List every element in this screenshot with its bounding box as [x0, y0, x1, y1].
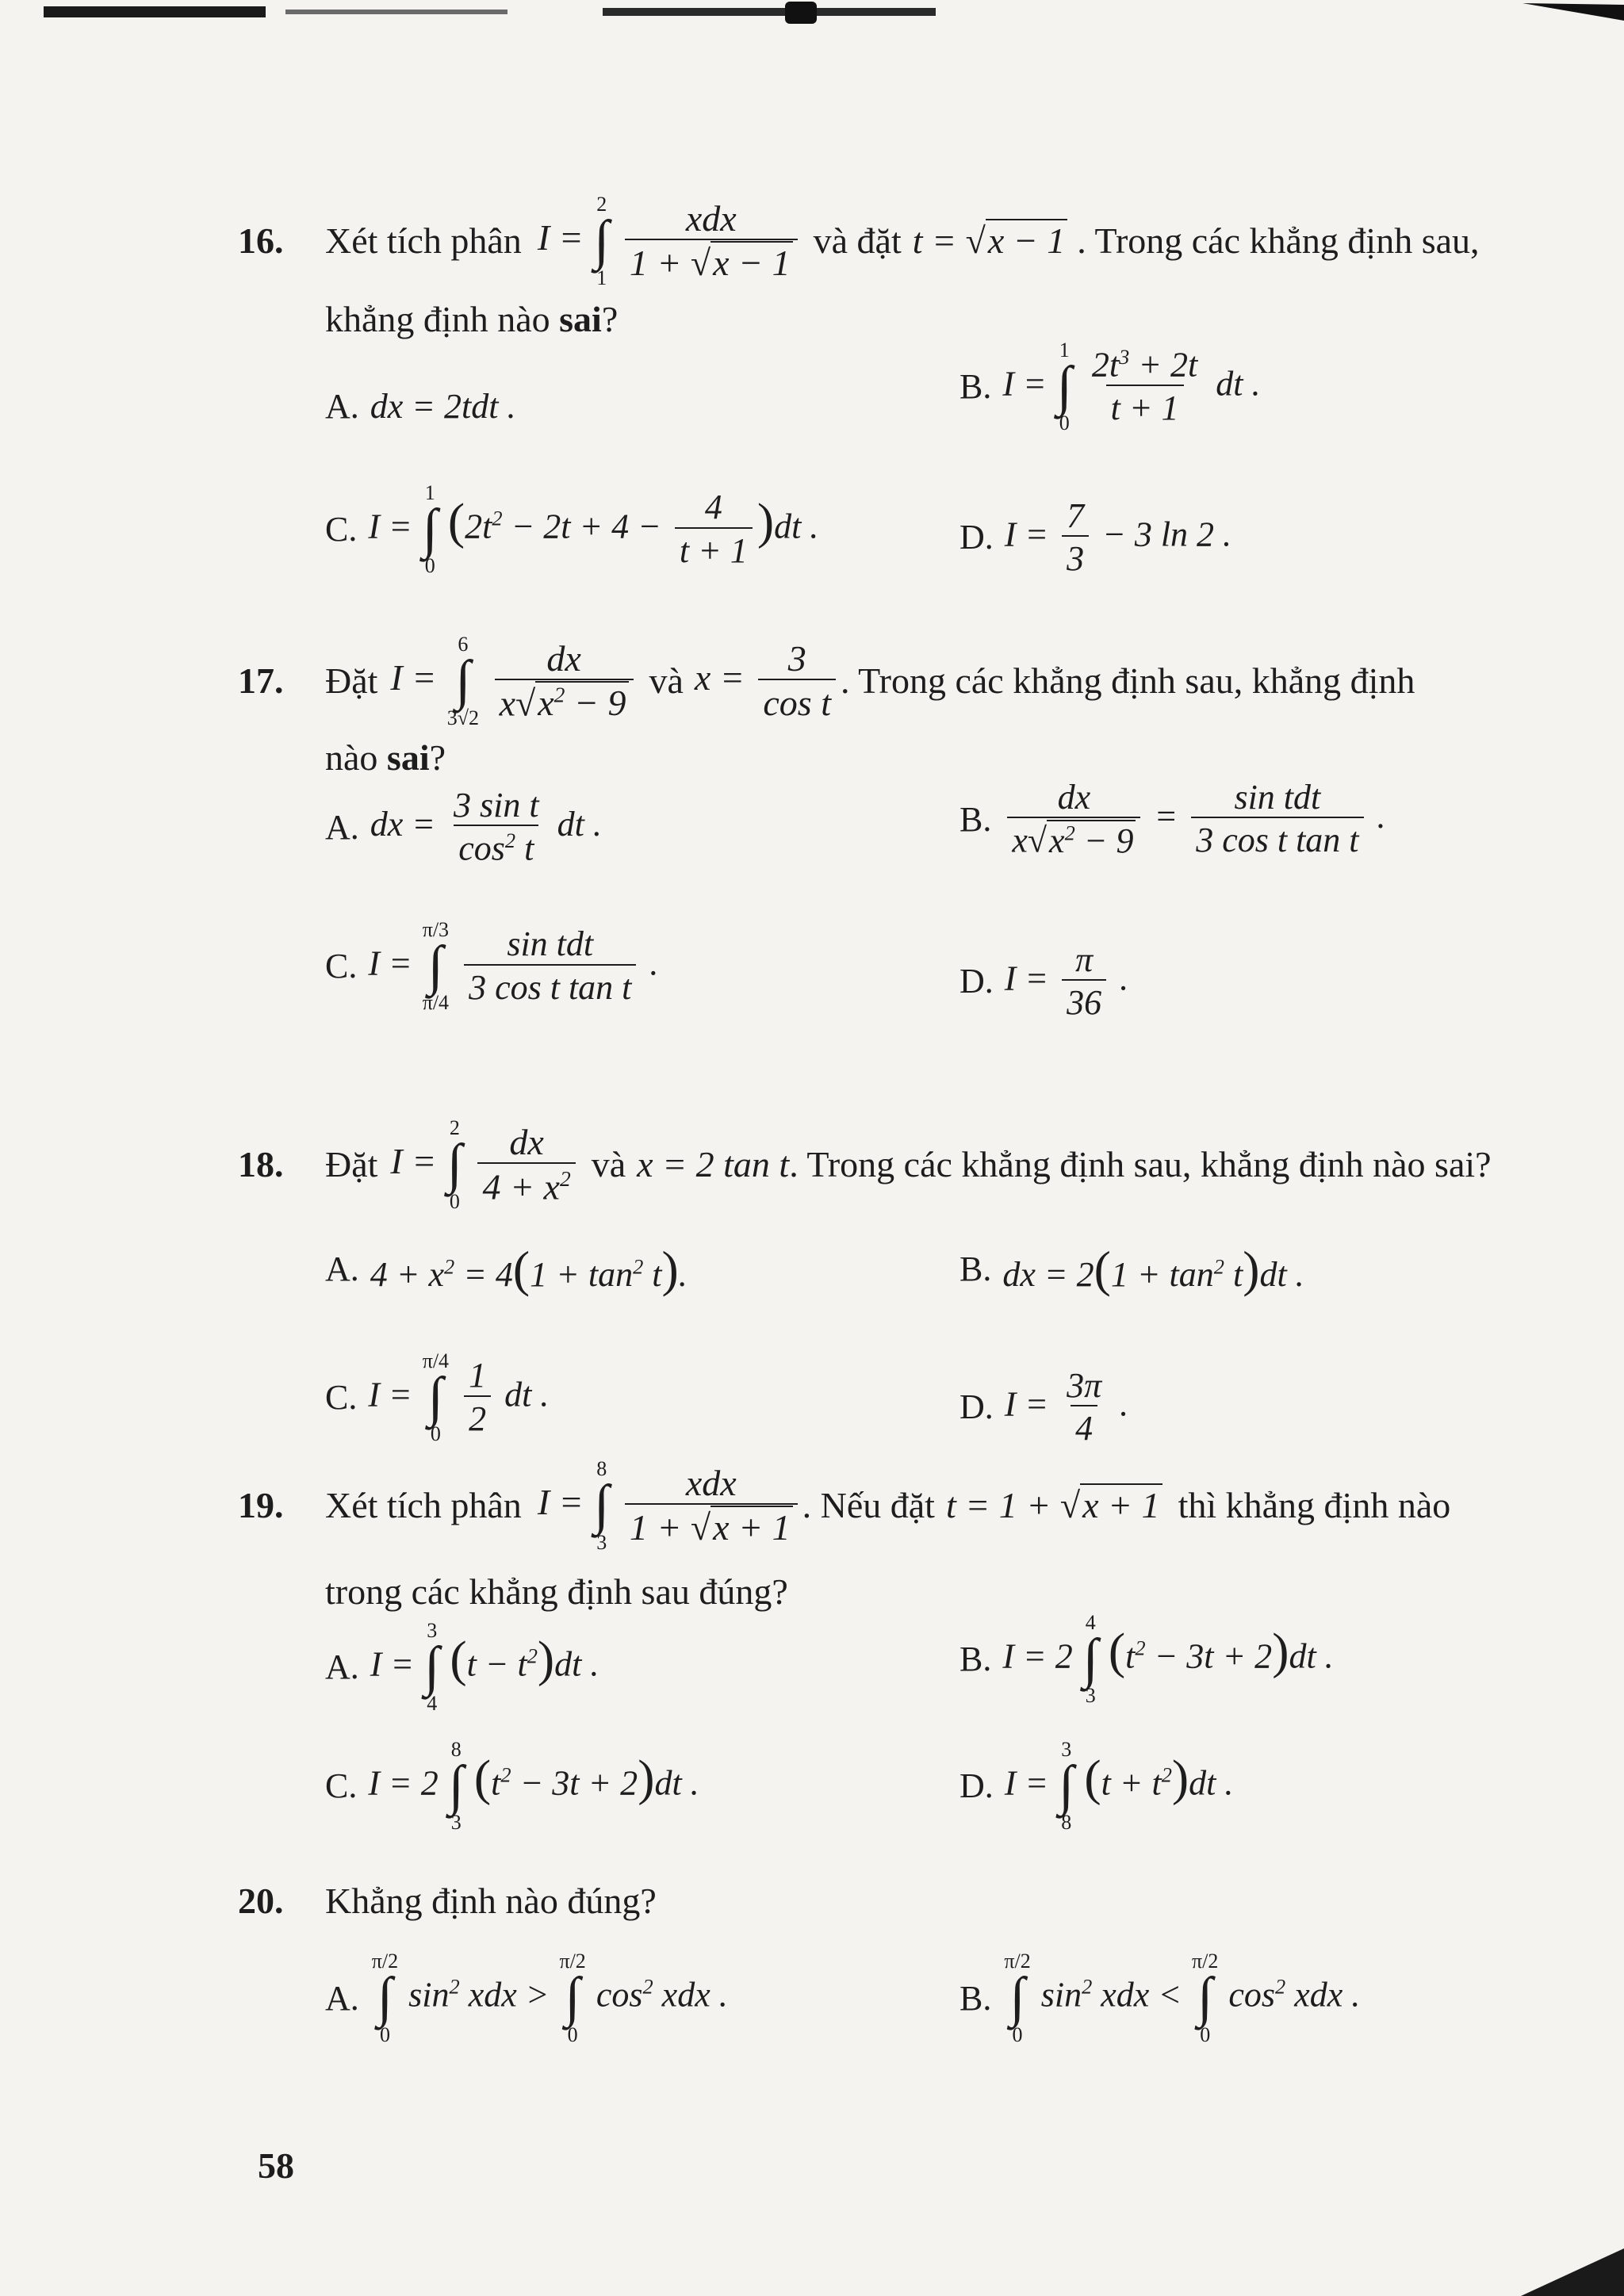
math-expression: I = 3 ∫ 8 $(t + t^2)dt$ .: [1004, 1737, 1234, 1834]
option-label: D.: [959, 518, 994, 557]
option-a[interactable]: [325, 786, 602, 868]
math-expression: $4 + x^2 = 4(1 + \tan^2 t)$.: [370, 1240, 688, 1297]
option-d[interactable]: [959, 1739, 1233, 1834]
page-number: 58: [258, 2145, 294, 2186]
math-expression: I = π/3 ∫ π/4 $\frac{\text{sin tdt}}{\text{3 cos t tan t}}$ .: [368, 917, 659, 1014]
emphasis-text: sai: [386, 737, 430, 778]
math-expression: I = $\frac{3\pi}{4}$ .: [1004, 1365, 1129, 1448]
option-label: C.: [325, 1766, 358, 1806]
question-text: và đặt: [813, 220, 902, 262]
option-b[interactable]: [959, 1240, 1304, 1297]
question-text: ?: [601, 298, 619, 339]
math-expression: π/2 ∫ 0 $\sin^2$ xdx < π/2 ∫ 0 $\cos^2$ xdx .: [1004, 1950, 1361, 2046]
question-text: và: [591, 1144, 626, 1185]
option-c[interactable]: [325, 1351, 549, 1445]
question-18: [238, 1118, 1578, 1474]
math-expression: I = $\frac{\pi}{36}$ .: [1004, 939, 1129, 1022]
math-expression: I = 8 ∫ 3 $\frac{\text{xdx}}{1 + √x + 1}$: [538, 1459, 802, 1553]
question-number: 16.: [238, 220, 284, 262]
question-text: . Trong các khẳng định sau, khẳng định: [841, 660, 1415, 702]
math-expression: x = $\frac{3}{\text{cos t}}$: [695, 639, 841, 724]
scan-edge-corner: [1521, 2241, 1624, 2296]
question-text: Đặt: [325, 1144, 378, 1185]
question-number: 19.: [238, 1485, 284, 1526]
question-text: thì khẳng định nào: [1178, 1485, 1451, 1526]
option-label: D.: [959, 1766, 994, 1806]
question-text: trong các khẳng định sau đúng?: [325, 1571, 788, 1612]
math-expression: dx = $\frac{\text{3 sin t}}{\cos^2 t}$ dt .: [370, 785, 602, 868]
question-number: 17.: [238, 660, 284, 702]
option-label: A.: [325, 807, 359, 847]
math-expression: I = 1 ∫ 0 $\frac{2t^3 + 2t}{t + 1}$ dt .: [1002, 338, 1261, 434]
math-expression: I = 3 ∫ 4 $(t - t^2)dt$ .: [370, 1618, 599, 1715]
option-label: C.: [325, 510, 358, 549]
question-17: [238, 634, 1578, 1096]
option-d[interactable]: [959, 941, 1128, 1023]
question-19: [238, 1459, 1578, 1850]
math-expression: dx = 2tdt .: [370, 386, 516, 426]
option-label: A.: [325, 386, 359, 426]
math-expression: t = 1 + √x + 1: [946, 1487, 1162, 1524]
option-b[interactable]: [959, 340, 1260, 434]
option-label: A.: [325, 1647, 359, 1687]
scan-edge-top: [0, 0, 1624, 27]
question-text: . Trong các khẳng định sau, khẳng định nào sai?: [789, 1144, 1492, 1185]
question-text: khẳng định nào: [325, 298, 560, 339]
option-a[interactable]: [325, 1618, 599, 1715]
option-label: B.: [959, 1978, 992, 2018]
option-label: B.: [959, 1640, 992, 1679]
math-expression: I = 2 ∫ 1 $\frac{\text{xdx}}{1 + √x - 1}$: [538, 194, 802, 289]
option-c[interactable]: [325, 480, 819, 577]
option-c[interactable]: [325, 1739, 699, 1834]
question-text: Khẳng định nào đúng?: [325, 1881, 657, 1921]
option-label: C.: [325, 947, 358, 986]
math-expression: x = 2 tan t: [637, 1144, 790, 1185]
option-c[interactable]: [325, 917, 659, 1014]
math-expression: I = 2 ∫ 0 $\frac{dx}{4 + x^2}$: [390, 1118, 580, 1212]
math-expression: dx = $2(1 + \tan^2 t)dt$ .: [1002, 1240, 1304, 1297]
question-number: 18.: [238, 1144, 284, 1185]
math-expression: t = √x − 1: [913, 223, 1068, 259]
math-expression: I = 1 ∫ 0 ($2t^2 - 2t + 4$ − $\frac{4}{t + 1}$ )dt .: [368, 480, 819, 577]
option-label: A.: [325, 1978, 359, 2018]
option-label: D.: [959, 962, 994, 1001]
question-20: [238, 1883, 1578, 2078]
option-label: B.: [959, 367, 992, 407]
question-text: và: [649, 660, 684, 702]
math-expression: I = 2 4 ∫ 3 $(t^2 - 3t + 2)dt$ .: [1002, 1610, 1334, 1707]
question-16: [238, 194, 1578, 610]
math-expression: π/2 ∫ 0 $\sin^2$ xdx > π/2 ∫ 0 $\cos^2$ xdx .: [371, 1950, 728, 2046]
question-text: . Nếu đặt: [802, 1485, 935, 1526]
option-label: A.: [325, 1249, 359, 1288]
question-text: ?: [429, 737, 446, 778]
question-text: nào: [325, 737, 387, 778]
option-d[interactable]: [959, 497, 1231, 579]
option-b[interactable]: [959, 1610, 1334, 1707]
option-a[interactable]: [325, 386, 515, 427]
question-text: Đặt: [325, 660, 378, 702]
math-expression: I = $\frac{7}{3}$ − 3 ln 2 .: [1004, 496, 1232, 578]
question-number: 20.: [238, 1881, 284, 1921]
option-label: C.: [325, 1378, 358, 1418]
question-text: Xét tích phân: [325, 1485, 522, 1526]
math-expression: I = 2 8 ∫ 3 $(t^2 - 3t + 2)dt$ .: [368, 1737, 699, 1834]
math-expression: I = 6 ∫ 3√2 $\frac{dx}{x√x^2 - 9}$: [390, 634, 638, 729]
question-text: Xét tích phân: [325, 220, 522, 262]
question-text: . Trong các khẳng định sau,: [1077, 220, 1480, 262]
option-b[interactable]: [959, 1951, 1360, 2045]
option-d[interactable]: [959, 1367, 1128, 1448]
option-label: B.: [959, 1249, 992, 1288]
option-label: D.: [959, 1387, 994, 1427]
emphasis-text: sai: [559, 298, 602, 339]
math-expression: I = π/4 ∫ 0 $\frac{1}{2}$ dt .: [368, 1349, 550, 1445]
option-a[interactable]: [325, 1951, 728, 2045]
option-a[interactable]: [325, 1240, 688, 1297]
math-expression: $\frac{dx}{x√x^2 - 9}$ = $\frac{\text{sin tdt}}{\text{3 cos t tan t}}$ .: [1002, 779, 1385, 860]
option-b[interactable]: [959, 779, 1386, 860]
option-label: B.: [959, 799, 992, 839]
